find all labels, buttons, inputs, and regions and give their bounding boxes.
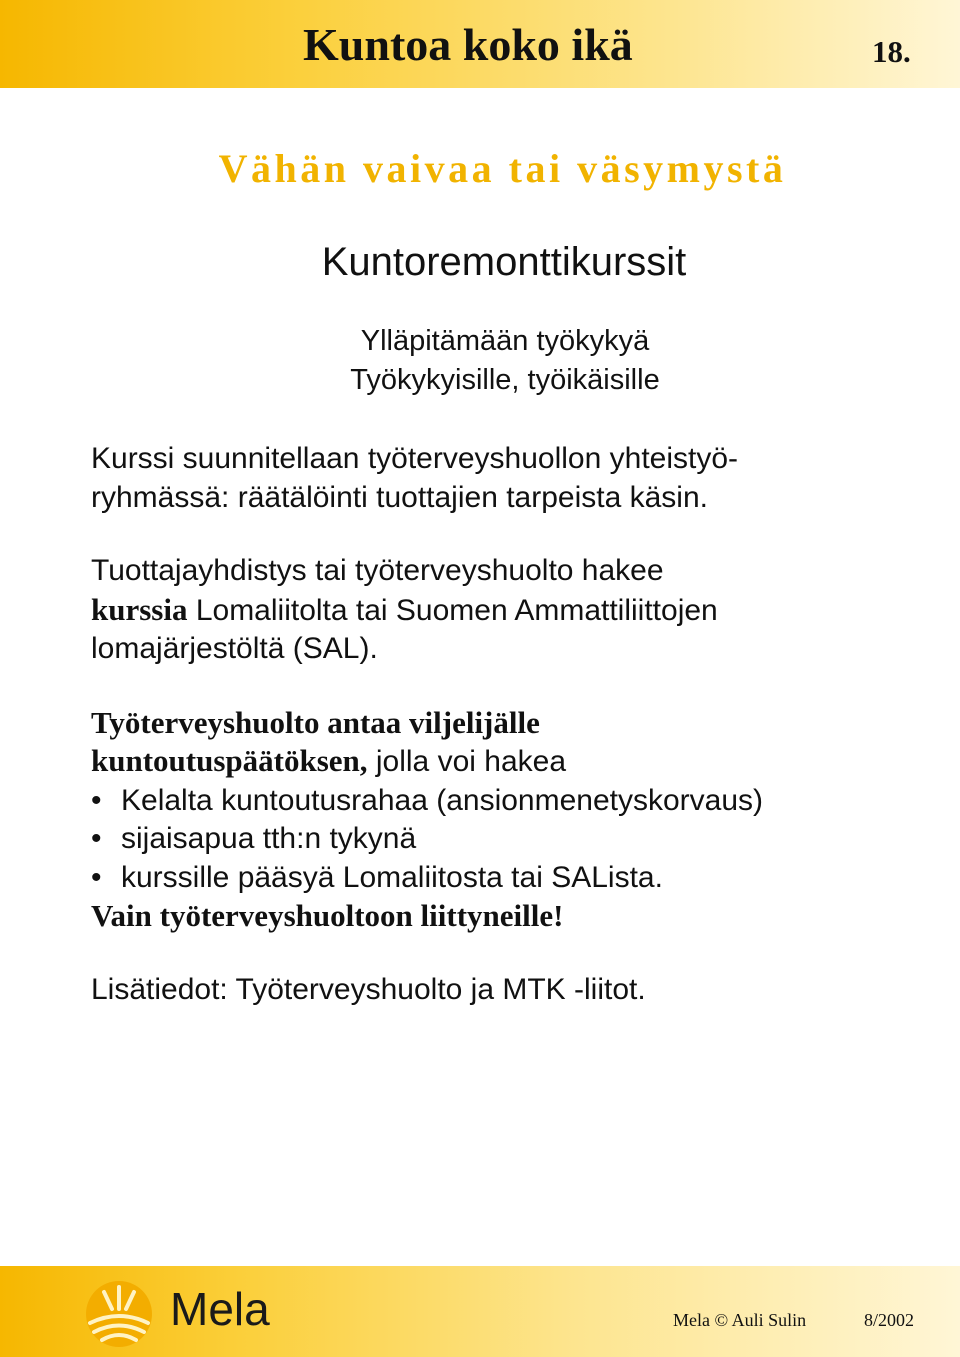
paragraph-planning bbox=[91, 440, 891, 517]
paragraph-line-bold: Työterveyshuolto antaa viljelijälle bbox=[91, 704, 540, 740]
subtitle-1: Ylläpitämään työkykyä bbox=[360, 325, 650, 357]
bullet-text: sijaisapua tth:n tykynä bbox=[121, 822, 417, 855]
bullet-item bbox=[91, 859, 891, 898]
paragraph-line: Tuottajayhdistys tai työterveyshuolto hakee bbox=[91, 554, 664, 587]
paragraph-line bbox=[91, 591, 891, 631]
bullet-item bbox=[91, 820, 891, 859]
bullet-item bbox=[91, 782, 891, 821]
page-number: 18. bbox=[872, 34, 911, 69]
footer-date: 8/2002 bbox=[864, 1310, 915, 1330]
emphasis-decision: kuntoutuspäätöksen, bbox=[91, 743, 368, 778]
paragraph-line: ryhmässä: räätälöinti tuottajien tarpeista käsin. bbox=[91, 480, 708, 514]
closing-note: Vain työterveyshuoltoon liittyneille! bbox=[91, 898, 564, 933]
paragraph-line: lomajärjestöltä (SAL). bbox=[91, 632, 378, 665]
bullet-text: Kelalta kuntoutusrahaa (ansionmenetyskorvaus) bbox=[121, 783, 764, 817]
bullet-icon: • bbox=[91, 860, 102, 894]
body-text bbox=[91, 440, 891, 1009]
more-info bbox=[91, 971, 891, 1010]
mela-sun-logo-icon bbox=[84, 1279, 154, 1349]
paragraph-line-rest: jolla voi hakea bbox=[367, 745, 567, 778]
paragraph-line-rest: Lomaliitolta tai Suomen Ammattiliittojen bbox=[187, 593, 718, 627]
bullet-icon: • bbox=[91, 822, 102, 855]
bullet-icon: • bbox=[91, 783, 102, 817]
footer-credit: Mela © Auli Sulin bbox=[673, 1310, 807, 1330]
bullet-text: kurssille pääsyä Lomaliitosta tai SALista. bbox=[121, 860, 663, 894]
header-title: Kuntoa koko ikä bbox=[303, 19, 633, 70]
paragraph-line: Kurssi suunnitellaan työterveyshuollon yhteistyö- bbox=[91, 442, 739, 475]
paragraph-rehabilitation bbox=[91, 704, 891, 936]
more-info-text: Lisätiedot: Työterveyshuolto ja MTK -liitot. bbox=[91, 972, 646, 1006]
paragraph-line bbox=[91, 742, 891, 782]
emphasis-kurssia: kurssia bbox=[91, 591, 188, 627]
section-title: Vähän vaivaa tai väsymystä bbox=[218, 146, 787, 191]
paragraph-application bbox=[91, 552, 891, 669]
subtitle-2: Työkykyisille, työikäisille bbox=[350, 364, 660, 396]
logo-text: Mela bbox=[170, 1283, 270, 1335]
main-title: Kuntoremonttikurssit bbox=[321, 240, 687, 284]
